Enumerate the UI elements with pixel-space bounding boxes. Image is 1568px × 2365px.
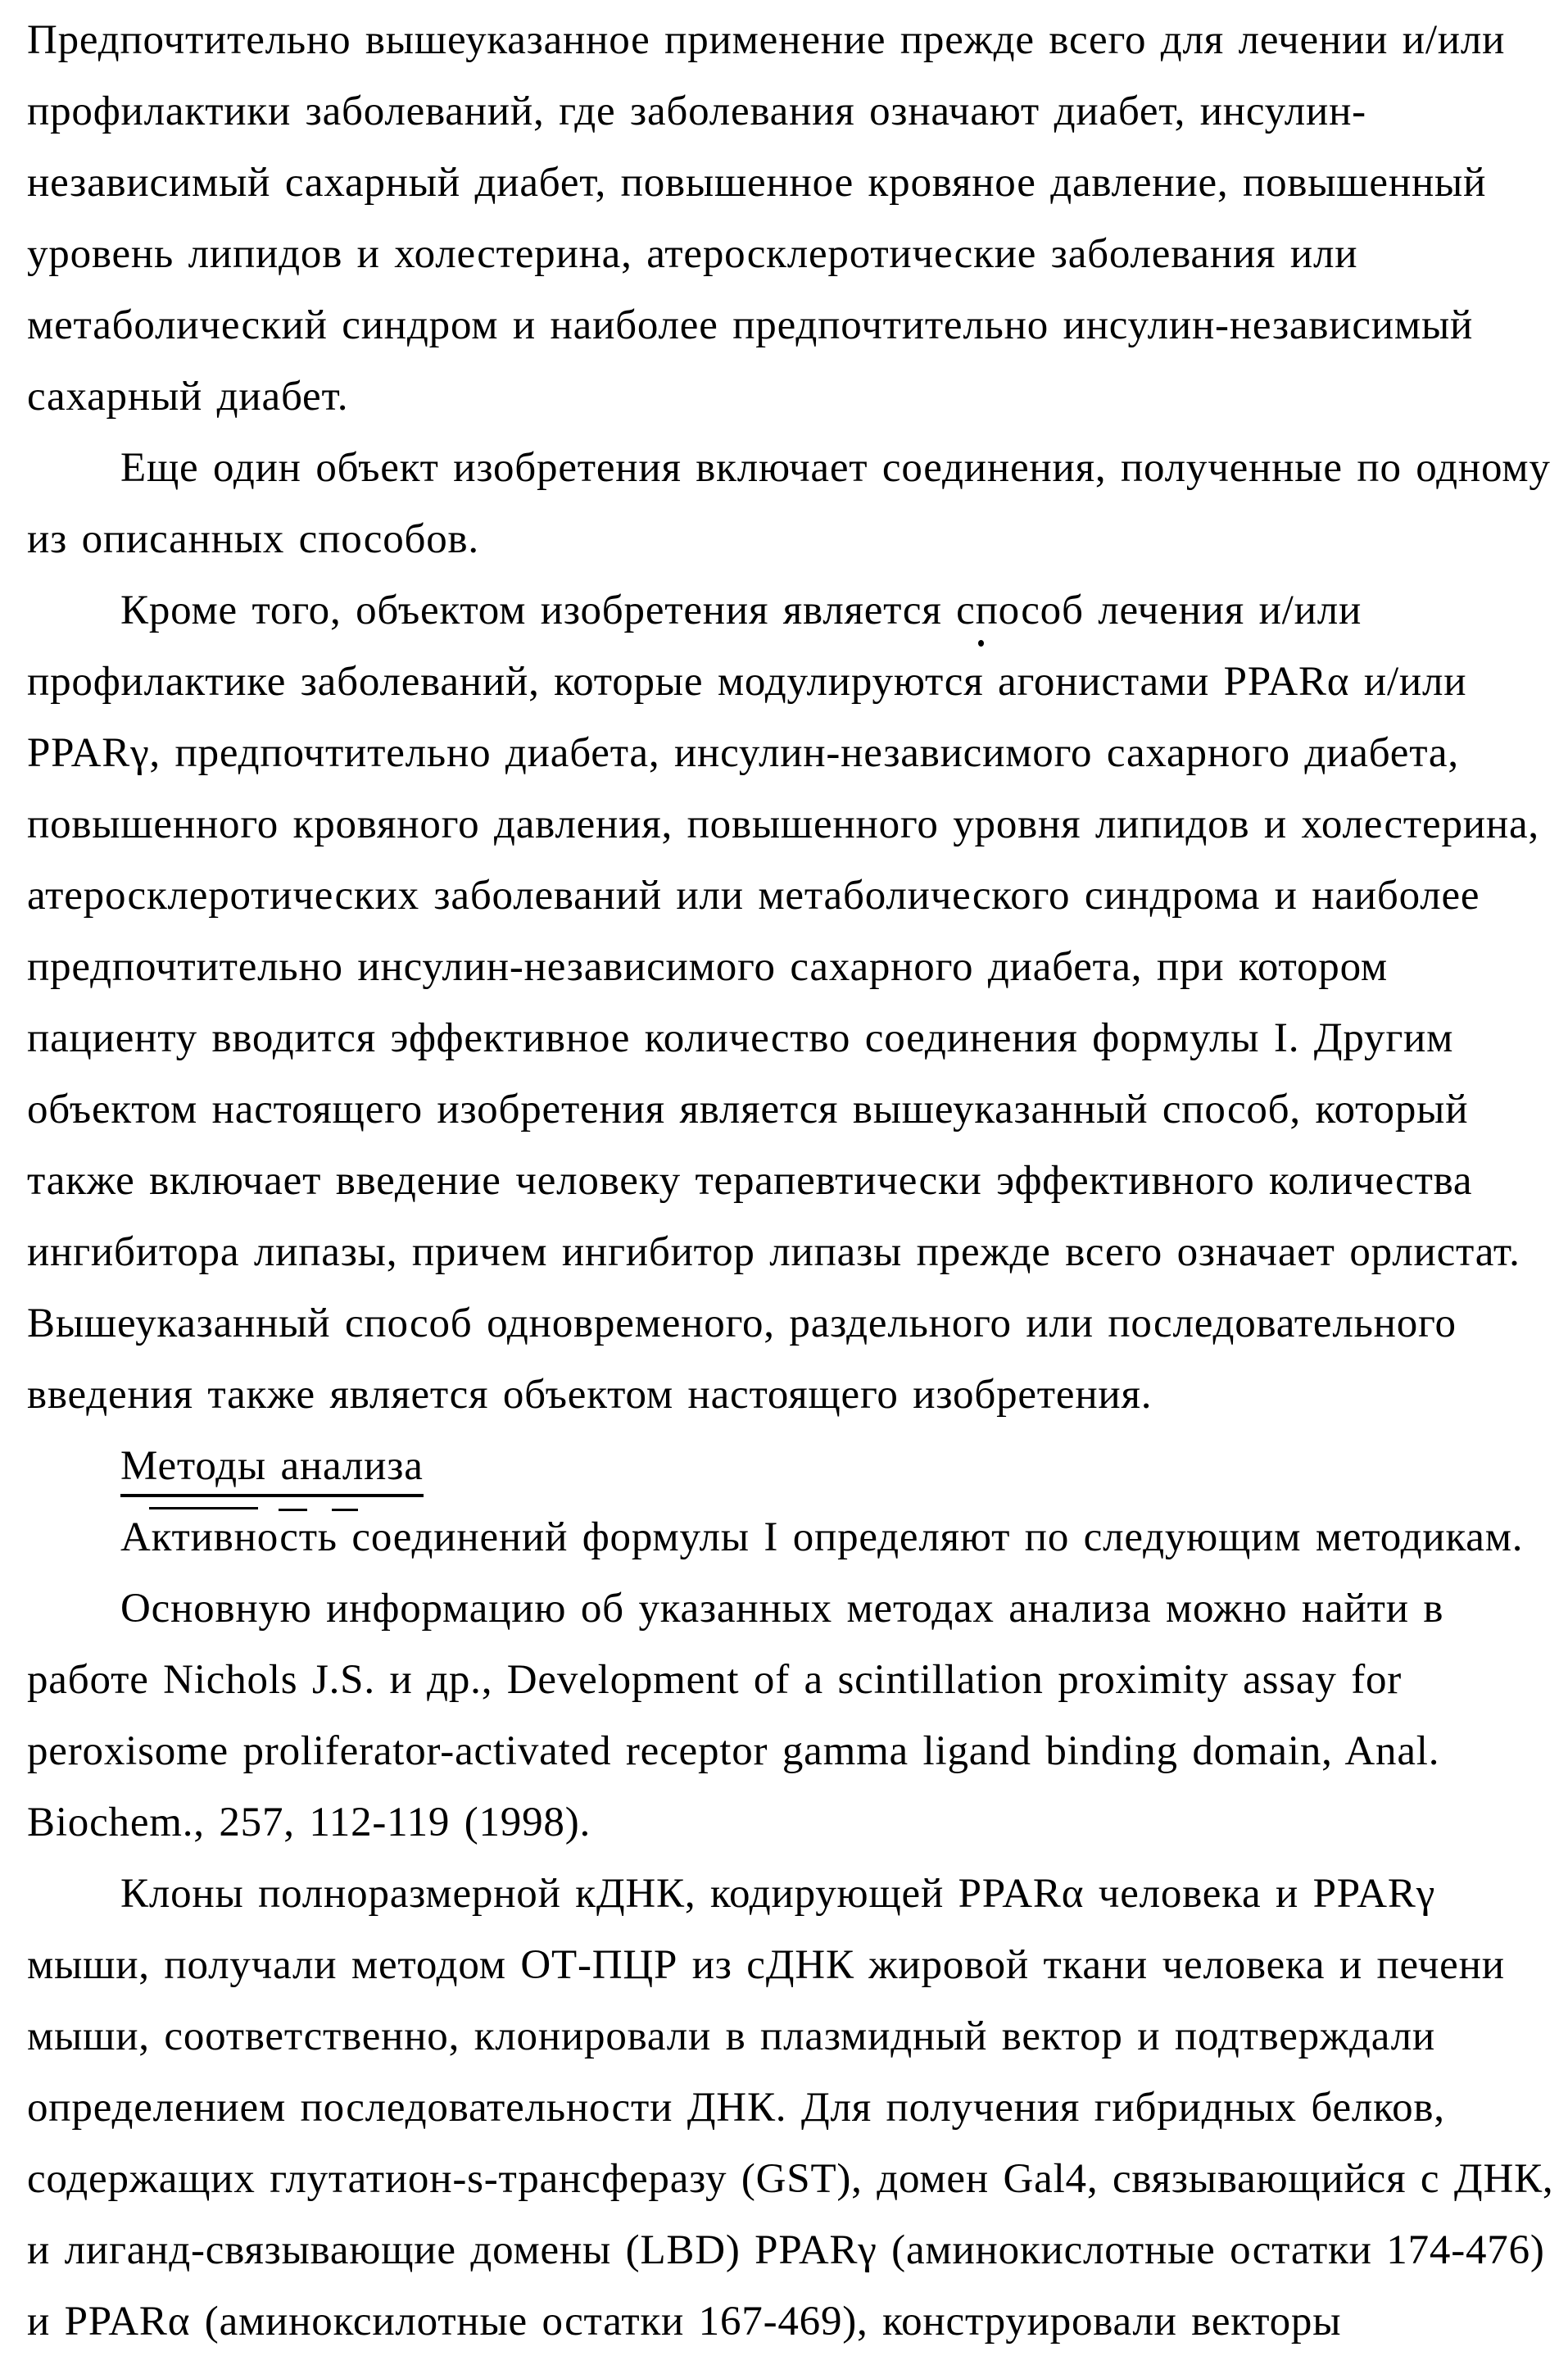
text-line: определением последовательности ДНК. Для получения гибридных белков,: [27, 2085, 1445, 2131]
text-line: из описанных способов.: [27, 516, 479, 562]
text-line: Клоны полноразмерной кДНК, кодирующей PPARα человека и PPARγ: [120, 1871, 1436, 1917]
text-line: работе Nichols J.S. и др., Development of a scintillation proximity assay for: [27, 1657, 1403, 1703]
text-line: PPARγ, предпочтительно диабета, инсулин-независимого сахарного диабета,: [27, 730, 1459, 776]
text-block: [27, 5, 1559, 2358]
text-line: содержащих глутатион-s-трансферазу (GST), домен Gal4, связывающийся с ДНК,: [27, 2156, 1554, 2202]
section-heading: [27, 1431, 1559, 1502]
section-heading-text: Методы анализа: [120, 1443, 424, 1497]
text-line: атеросклеротических заболеваний или метаболического синдрома и наиболее: [27, 873, 1480, 919]
text-line: также включает введение человеку терапевтически эффективного количества: [27, 1158, 1473, 1204]
text-line: метаболический синдром и наиболее предпочтительно инсулин-независимый: [27, 302, 1474, 348]
text-line: независимый сахарный диабет, повышенное кровяное давление, повышенный: [27, 160, 1487, 206]
text-line: предпочтительно инсулин-независимого сахарного диабета, при котором: [27, 944, 1388, 990]
underline-scan-artifact: [279, 1509, 307, 1511]
text-line: Вышеуказанный способ одновременого, раздельного или последовательного: [27, 1301, 1457, 1346]
text-line: peroxisome proliferator-activated receptor gamma ligand binding domain, Anal.: [27, 1728, 1440, 1774]
text-line: Еще один объект изобретения включает соединения, полученные по одному: [120, 445, 1551, 491]
text-line: Активность соединений формулы I определяют по следующим методикам.: [120, 1514, 1524, 1560]
text-line: Кроме того, объектом изобретения является способ лечения и/или: [120, 588, 1362, 633]
text-line: ингибитора липазы, причем ингибитор липазы прежде всего означает орлистат.: [27, 1229, 1520, 1275]
ink-speck-artifact: [978, 640, 984, 647]
text-line: объектом настоящего изобретения является вышеуказанный способ, который: [27, 1087, 1469, 1133]
underline-scan-artifact: [332, 1509, 358, 1511]
text-line: профилактике заболеваний, которые модулируются агонистами PPARα и/или: [27, 659, 1467, 705]
text-line: Biochem., 257, 112-119 (1998).: [27, 1800, 591, 1845]
underline-scan-artifact: [149, 1507, 258, 1509]
text-line: мыши, соответственно, клонировали в плазмидный вектор и подтверждали: [27, 2013, 1435, 2059]
text-line: Предпочтительно вышеуказанное применение прежде всего для лечении и/или: [27, 17, 1506, 63]
text-line: сахарный диабет.: [27, 374, 349, 420]
text-line: уровень липидов и холестерина, атеросклеротические заболевания или: [27, 231, 1358, 277]
text-line: и лиганд-связывающие домены (LBD) PPARγ (аминокислотные остатки 174-476): [27, 2227, 1545, 2273]
text-line: повышенного кровяного давления, повышенного уровня липидов и холестерина,: [27, 801, 1539, 847]
text-line: Основную информацию об указанных методах анализа можно найти в: [120, 1586, 1444, 1632]
text-line: и PPARα (аминоксилотные остатки 167-469), конструировали векторы: [27, 2299, 1342, 2345]
text-line: пациенту вводится эффективное количество соединения формулы I. Другим: [27, 1015, 1454, 1061]
text-line: профилактики заболеваний, где заболевания означают диабет, инсулин-: [27, 89, 1366, 134]
text-line: мыши, получали методом ОТ-ПЦР из сДНК жировой ткани человека и печени: [27, 1942, 1505, 1988]
text-line: введения также является объектом настоящего изобретения.: [27, 1372, 1153, 1418]
